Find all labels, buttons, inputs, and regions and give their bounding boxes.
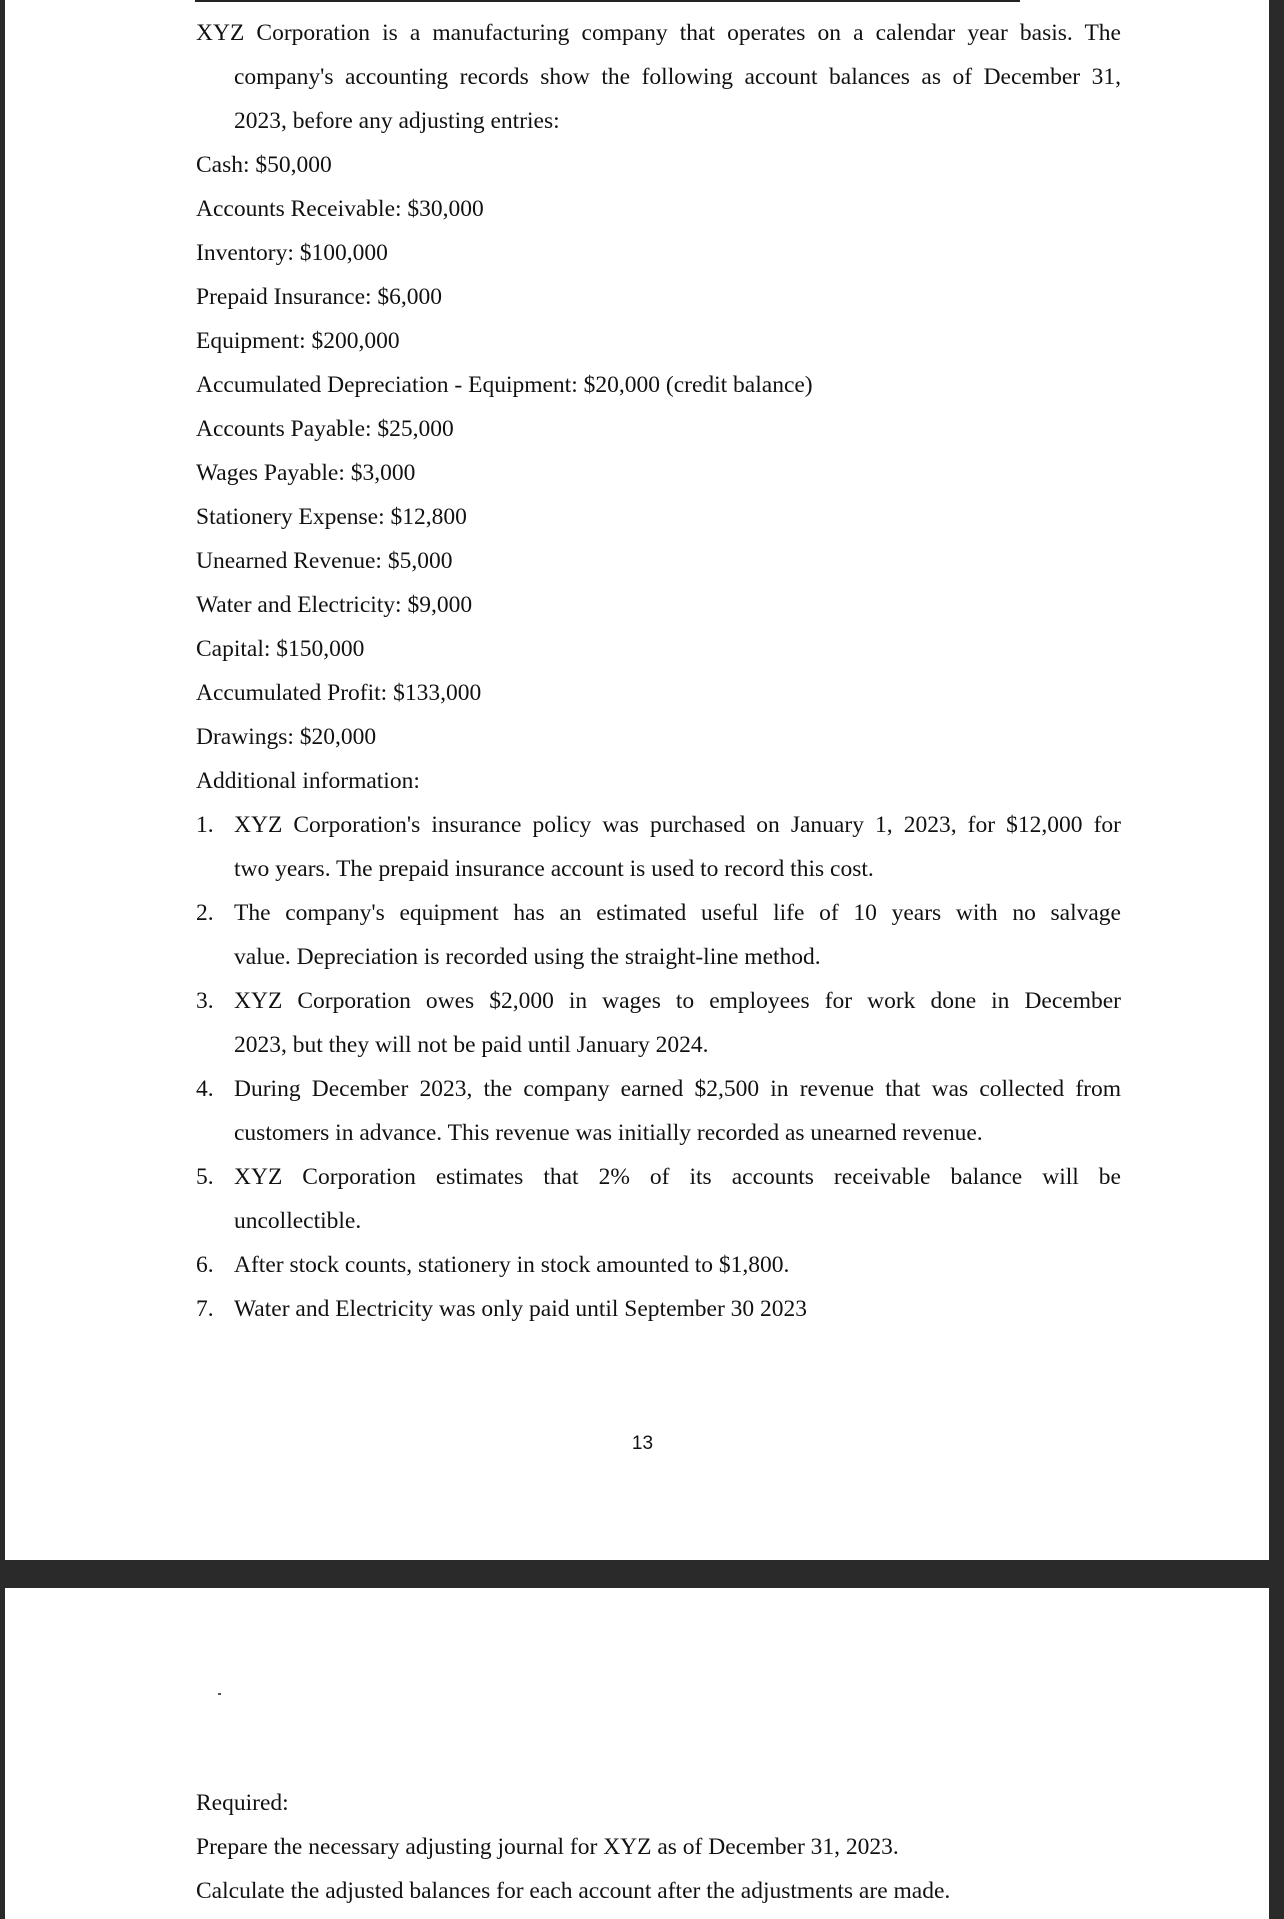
scan-speck: [218, 1693, 221, 1695]
account-accounts-receivable: Accounts Receivable: $30,000: [196, 196, 484, 222]
required-heading: Required:: [196, 1790, 289, 1816]
item-2-number: 2.: [196, 900, 214, 926]
item-4-line-1: During December 2023, the company earned $2,500 in revenue that was collected from: [234, 1076, 1121, 1102]
item-1-number: 1.: [196, 812, 214, 838]
item-1-line-2: two years. The prepaid insurance account is used to record this cost.: [234, 856, 874, 882]
item-6-number: 6.: [196, 1252, 214, 1278]
item-4-number: 4.: [196, 1076, 214, 1102]
account-stationery-expense: Stationery Expense: $12,800: [196, 504, 467, 530]
account-equipment: Equipment: $200,000: [196, 328, 400, 354]
required-line-2: Calculate the adjusted balances for each account after the adjustments are made.: [196, 1878, 951, 1904]
required-line-1: Prepare the necessary adjusting journal for XYZ as of December 31, 2023.: [196, 1834, 899, 1860]
account-accounts-payable: Accounts Payable: $25,000: [196, 416, 454, 442]
additional-information-heading: Additional information:: [196, 768, 420, 794]
item-5-number: 5.: [196, 1164, 214, 1190]
account-accumulated-depreciation: Accumulated Depreciation - Equipment: $20,000 (credit balance): [196, 372, 813, 398]
account-wages-payable: Wages Payable: $3,000: [196, 460, 416, 486]
account-drawings: Drawings: $20,000: [196, 724, 377, 750]
top-rule: [195, 0, 1020, 2]
item-2-line-1: The company's equipment has an estimated useful life of 10 years with no salvage: [234, 900, 1121, 926]
item-4-line-2: customers in advance. This revenue was initially recorded as unearned revenue.: [234, 1120, 983, 1146]
intro-line-1: XYZ Corporation is a manufacturing company that operates on a calendar year basis. The: [196, 20, 1121, 46]
item-3-line-1: XYZ Corporation owes $2,000 in wages to employees for work done in December: [234, 988, 1121, 1014]
document-page-1: [5, 0, 1269, 1560]
intro-line-2: company's accounting records show the following account balances as of December 31,: [234, 64, 1121, 90]
item-6-line-1: After stock counts, stationery in stock amounted to $1,800.: [234, 1252, 790, 1278]
item-3-number: 3.: [196, 988, 214, 1014]
intro-line-3: 2023, before any adjusting entries:: [234, 108, 560, 134]
page-number: 13: [631, 1433, 654, 1454]
account-accumulated-profit: Accumulated Profit: $133,000: [196, 680, 482, 706]
account-water-electricity: Water and Electricity: $9,000: [196, 592, 473, 618]
account-prepaid-insurance: Prepaid Insurance: $6,000: [196, 284, 443, 310]
item-3-line-2: 2023, but they will not be paid until January 2024.: [234, 1032, 709, 1058]
item-5-line-1: XYZ Corporation estimates that 2% of its accounts receivable balance will be: [234, 1164, 1121, 1190]
item-5-line-2: uncollectible.: [234, 1208, 362, 1234]
item-2-line-2: value. Depreciation is recorded using the straight-line method.: [234, 944, 821, 970]
account-capital: Capital: $150,000: [196, 636, 365, 662]
account-cash: Cash: $50,000: [196, 152, 332, 178]
item-7-number: 7.: [196, 1296, 214, 1322]
item-7-line-1: Water and Electricity was only paid until September 30 2023: [234, 1296, 808, 1322]
document-page-2: [5, 1588, 1269, 1919]
account-inventory: Inventory: $100,000: [196, 240, 388, 266]
item-1-line-1: XYZ Corporation's insurance policy was purchased on January 1, 2023, for $12,000 for: [234, 812, 1121, 838]
account-unearned-revenue: Unearned Revenue: $5,000: [196, 548, 453, 574]
